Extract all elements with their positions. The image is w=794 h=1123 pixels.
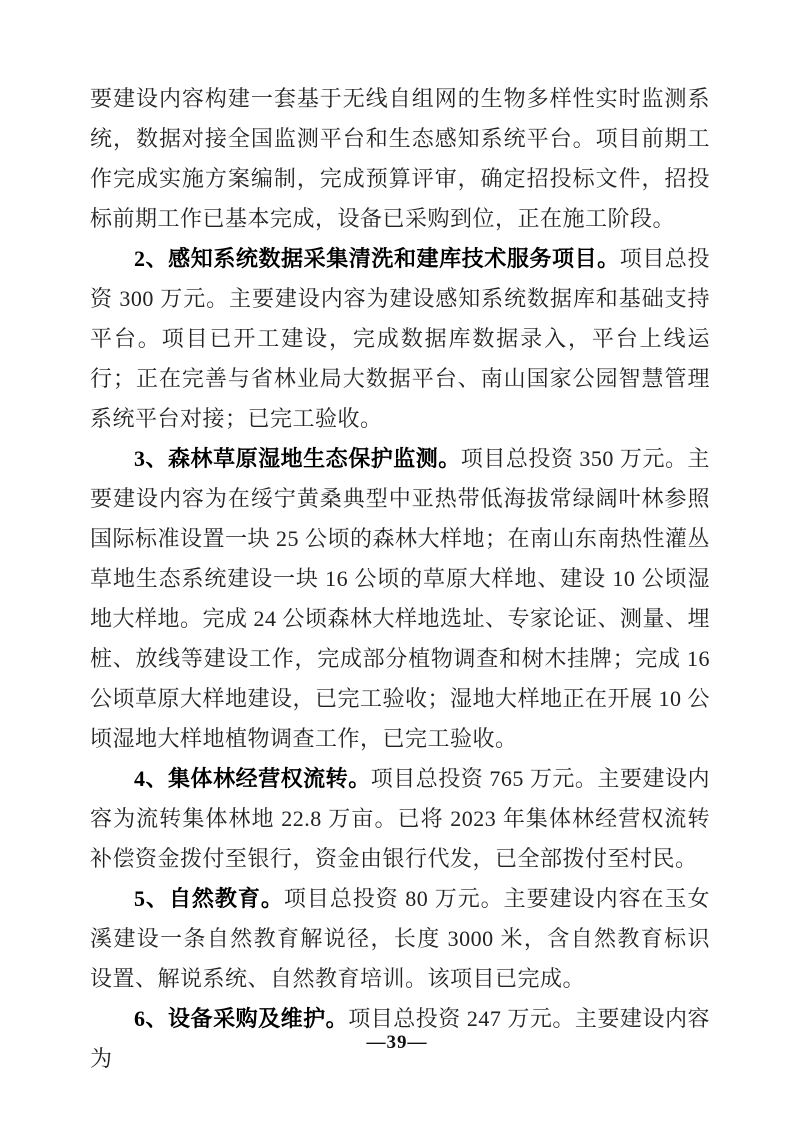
page-number: —39—: [366, 1032, 428, 1053]
item-heading-run: 2、感知系统数据采集清洗和建库技术服务项目。: [134, 246, 620, 271]
body-text-run: 要建设内容构建一套基于无线自组网的生物多样性实时监测系统，数据对接全国监测平台和生态感知系统平台。项目前期工作完成实施方案编制，完成预算评审，确定招投标文件，招投标前期工作已基本完成，设备已采购到位，正在施工阶段。: [90, 86, 710, 231]
item-heading-run: 3、森林草原湿地生态保护监测。: [134, 446, 461, 471]
paragraph: [90, 879, 710, 999]
body-text-run: 项目总投资 247 万元。主要建设内容为: [90, 1006, 710, 1071]
paragraph: [90, 79, 710, 239]
page-footer: [0, 1030, 794, 1056]
body-text-run: 项目总投资 765 万元。主要建设内容为流转集体林地 22.8 万亩。已将 2023 年集体林经营权流转补偿资金拨付至银行，资金由银行代发，已全部拨付至村民。: [90, 766, 710, 871]
paragraph: [90, 439, 710, 759]
body-text-run: 项目总投资 350 万元。主要建设内容为在绥宁黄桑典型中亚热带低海拔常绿阔叶林参照国际标准设置一块 25 公顷的森林大样地；在南山东南热性灌丛草地生态系统建设一块 16 公顷的草原大样地、建设 10 公顷湿地大样地。完成 24 公顷森林大样地选址、专家论证、测量、埋桩、放线等建设工作，完成部分植物调查和树木挂牌；完成 16 公顷草原大样地建设，已完工验收；湿地大样地正在开展 10 公顷湿地大样地植物调查工作，已完工验收。: [90, 446, 711, 751]
item-heading-run: 6、设备采购及维护。: [134, 1006, 349, 1031]
body-text-run: 项目总投资 300 万元。主要建设内容为建设感知系统数据库和基础支持平台。项目已开工建设，完成数据库数据录入，平台上线运行；正在完善与省林业局大数据平台、南山国家公园智慧管理系统平台对接；已完工验收。: [90, 246, 710, 431]
paragraph: [90, 759, 710, 879]
document-body: [90, 79, 710, 1079]
body-text-run: 项目总投资 80 万元。主要建设内容在玉女溪建设一条自然教育解说径，长度 3000 米，含自然教育标识设置、解说系统、自然教育培训。该项目已完成。: [90, 886, 710, 991]
item-heading-run: 5、自然教育。: [134, 886, 284, 911]
item-heading-run: 4、集体林经营权流转。: [134, 766, 371, 791]
paragraph: [90, 239, 710, 439]
